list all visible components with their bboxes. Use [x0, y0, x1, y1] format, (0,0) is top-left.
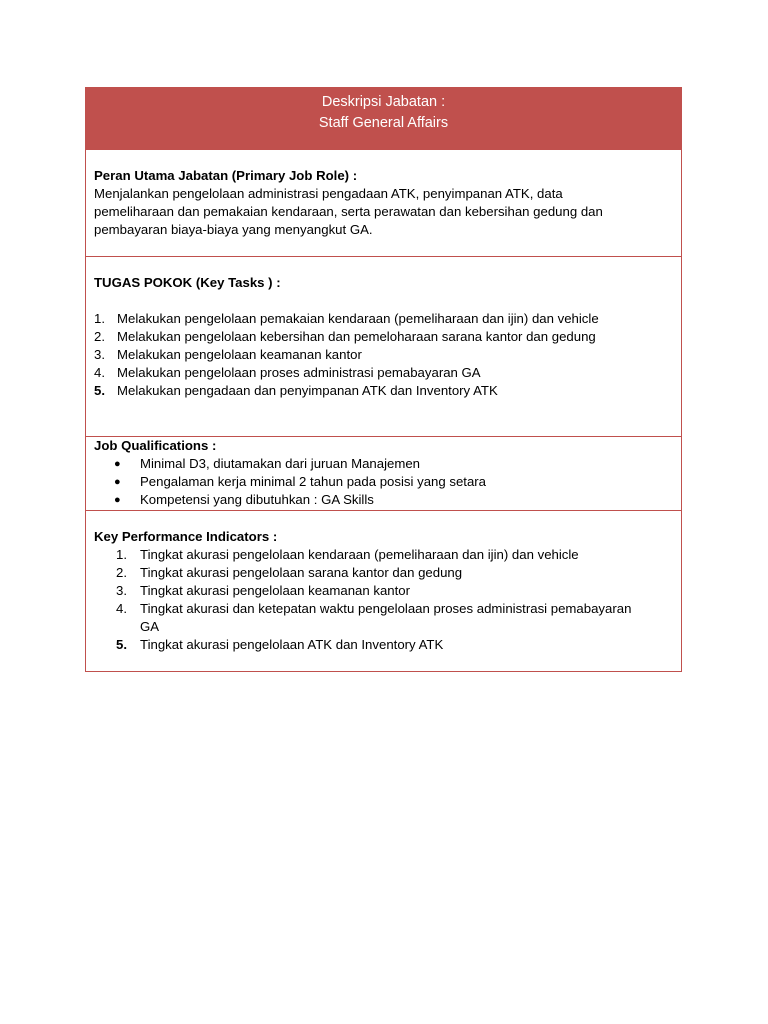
header-title: Deskripsi Jabatan : [321, 94, 446, 110]
key-tasks-list [94, 310, 673, 400]
list-item [94, 473, 673, 491]
list-item [94, 546, 673, 564]
list-text: Tingkat akurasi pengelolaan sarana kantor dan gedung [140, 565, 463, 580]
list-text: Tingkat akurasi pengelolaan kendaraan (pemeliharaan dan ijin) dan vehicle [140, 547, 579, 562]
qualifications-section [86, 436, 681, 510]
bullet-icon: ● [114, 476, 121, 488]
kpi-section [86, 510, 681, 671]
primary-role-line: pembayaran biaya-biaya yang menyangkut GA. [94, 222, 373, 237]
list-item [94, 364, 673, 382]
list-text: Tingkat akurasi dan ketepatan waktu pengelolaan proses administrasi pemabayaran [140, 601, 632, 616]
list-item [94, 328, 673, 346]
list-item [94, 346, 673, 364]
table-header [86, 88, 681, 149]
list-text: Melakukan pengelolaan keamanan kantor [117, 347, 362, 362]
list-item [94, 491, 673, 509]
list-item [94, 564, 673, 582]
list-number: 1. [94, 311, 105, 326]
header-job-title: Staff General Affairs [318, 115, 449, 131]
qualifications-list [94, 455, 673, 509]
job-description-table [85, 87, 682, 672]
primary-role-section [86, 149, 681, 256]
list-number: 2. [116, 565, 127, 580]
list-number: 1. [116, 547, 127, 562]
list-text: Tingkat akurasi pengelolaan ATK dan Inventory ATK [140, 637, 444, 652]
list-text: Pengalaman kerja minimal 2 tahun pada posisi yang setara [140, 474, 487, 489]
bullet-icon: ● [114, 494, 121, 506]
key-tasks-section [86, 256, 681, 436]
list-number: 4. [94, 365, 105, 380]
list-item [94, 310, 673, 328]
list-item [94, 382, 673, 400]
list-number: 2. [94, 329, 105, 344]
primary-role-line: pemeliharaan dan pemakaian kendaraan, serta perawatan dan kebersihan gedung dan [94, 204, 603, 219]
kpi-title: Key Performance Indicators : [94, 529, 278, 544]
bullet-icon: ● [114, 458, 121, 470]
list-item [94, 636, 673, 654]
list-text: Melakukan pengelolaan pemakaian kendaraan (pemeliharaan dan ijin) dan vehicle [117, 311, 599, 326]
list-number: 5. [116, 637, 127, 652]
primary-role-line: Menjalankan pengelolaan administrasi pengadaan ATK, penyimpanan ATK, data [94, 186, 563, 201]
list-text: Melakukan pengelolaan proses administrasi pemabayaran GA [117, 365, 481, 380]
list-number: 3. [116, 583, 127, 598]
qualifications-title: Job Qualifications : [94, 438, 217, 453]
list-item [94, 582, 673, 600]
list-text-continuation: GA [140, 619, 160, 634]
list-text: Melakukan pengadaan dan penyimpanan ATK dan Inventory ATK [117, 383, 498, 398]
kpi-list [94, 546, 673, 654]
primary-role-title: Peran Utama Jabatan (Primary Job Role) : [94, 168, 358, 183]
list-item [94, 600, 673, 636]
list-text: Tingkat akurasi pengelolaan keamanan kantor [140, 583, 411, 598]
list-text: Kompetensi yang dibutuhkan : GA Skills [140, 492, 374, 507]
list-text: Minimal D3, diutamakan dari juruan Manajemen [140, 456, 421, 471]
list-number: 4. [116, 601, 127, 616]
list-item [94, 455, 673, 473]
list-number: 3. [94, 347, 105, 362]
key-tasks-title: TUGAS POKOK (Key Tasks ) : [94, 275, 281, 290]
list-number: 5. [94, 383, 105, 398]
list-text: Melakukan pengelolaan kebersihan dan pemeloharaan sarana kantor dan gedung [117, 329, 596, 344]
